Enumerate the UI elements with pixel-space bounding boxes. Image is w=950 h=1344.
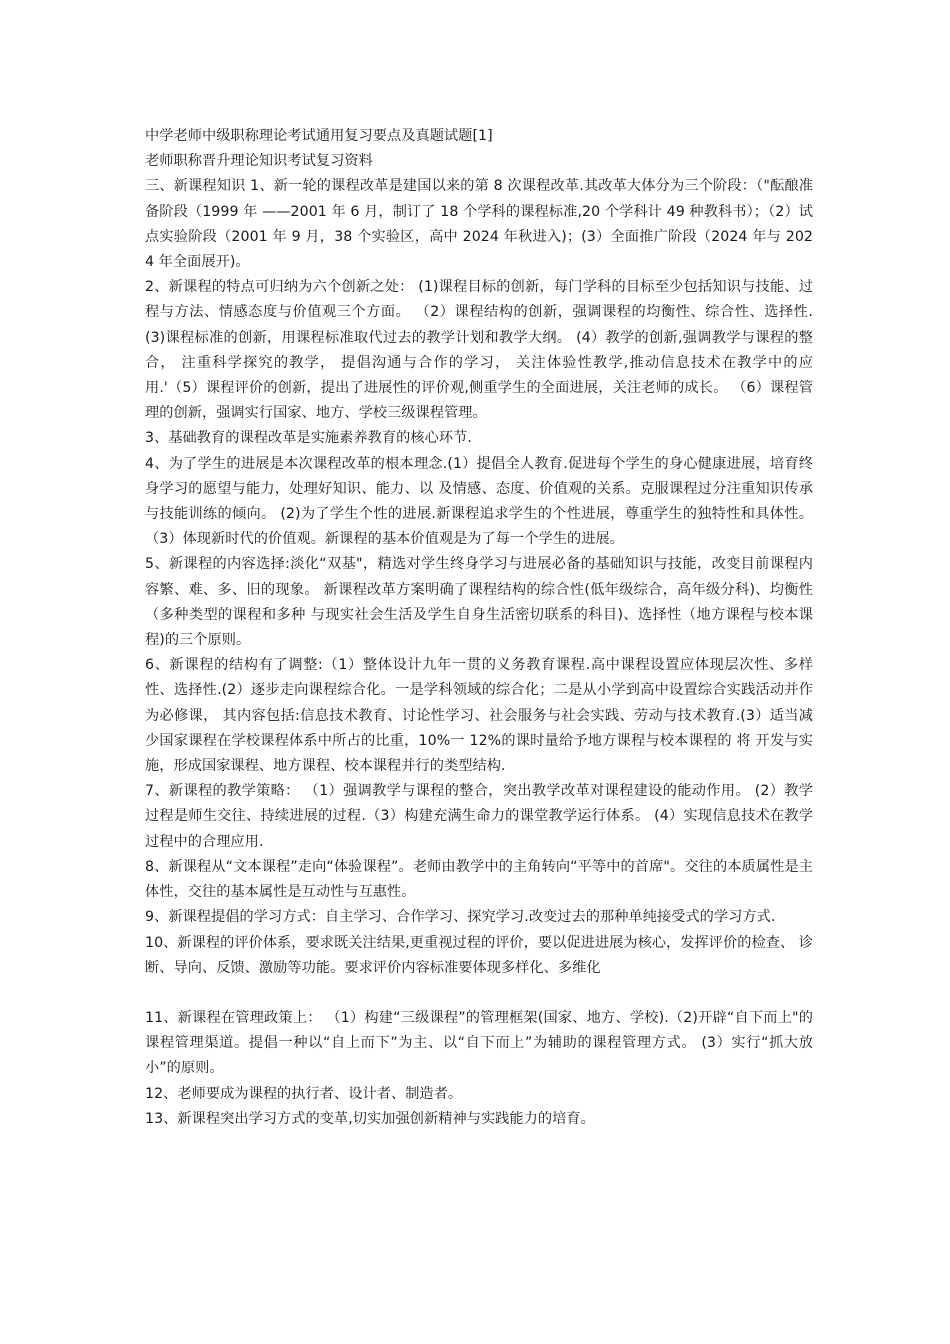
- paragraph-fundamental-idea: 4、为了学生的进展是本次课程改革的根本理念.(1）提倡全人教育.促进每个学生的身心健康进展，培育终身学习的愿望与能力，处理好知识、能力、以 及情感、态度、价值观的关系。克服课程过分注重知识传承与技能训练的倾向。 (2)为了学生个性的进展.新课程追求学生的个性进展，尊重学生的独特性和具体性。 （3）体现新时代的价值观。新课程的基本价值观是为了每一个学生的进展。: [145, 455, 813, 548]
- paragraph-teaching-strategy: 7、新课程的教学策略： （1）强调教学与课程的整合，突出教学改革对课程建设的能动作用。 (2）教学过程是师生交往、持续进展的过程.（3）构建充满生命力的课堂教学运行体系。 (4）实现信息技术在教学过程中的合理应用.: [145, 783, 813, 850]
- document-body: [145, 124, 813, 1132]
- paragraph-content-selection: 5、新课程的内容选择:淡化“双基"，精选对学生终身学习与进展必备的基础知识与技能，改变目前课程内 容繁、难、多、旧的现象。 新课程改革方案明确了课程结构的综合性(低年级综合，高年级分科)、均衡性（多种类型的课程和多种 与现实社会生活及学生自身生活密切联系的科目)、选择性（地方课程与校本课程)的三个原则。: [145, 556, 813, 649]
- paragraph-experience-curriculum: 8、新课程从“文本课程”走向“体验课程”。老师由教学中的主角转向“平等中的首席"。交往的本质属性是主 体性，交往的基本属性是互动性与互惠性。: [145, 858, 813, 901]
- paragraph-innovations: 2、新课程的特点可归纳为六个创新之处： (1)课程目标的创新，每门学科的目标至少包括知识与技能、过程与方法、情感态度与价值观三个方面。 （2）课程结构的创新，强调课程的均衡性、综合性、选择性. (3)课程标准的创新，用课程标准取代过去的教学计划和教学大纲。 (4）教学的创新,强调教学与课程的整合， 注重科学探究的教学， 提倡沟通与合作的学习， 关注体验性教学,推动信息技术在教学中的应用.'（5）课程评价的创新，提出了进展性的评价观,侧重学生的全面进展，关注老师的成长。 （6）课程管理的创新，强调实行国家、地方、学校三级课程管理。: [145, 279, 813, 422]
- paragraph-new-curriculum-intro: 三、新课程知识 1、新一轮的课程改革是建国以来的第 8 次课程改革.其改革大体分为三个阶段：（"酝酿准备阶段（1999 年 ——2001 年 6 月，制订了 18 个学科的课程标准,20 个学科计 49 种教科书）；（2）试点实验阶段（2001 年 9 月，38 个实验区，高中 2024 年秋进入)；(3）全面推广阶段（2024 年与 2024 年全面展开)。: [145, 178, 813, 271]
- paragraph-learning-methods: 9、新课程提倡的学习方式：自主学习、合作学习、探究学习.改变过去的那种单纯接受式的学习方式.: [145, 909, 776, 926]
- paragraph-teacher-role: 12、老师要成为课程的执行者、设计者、制造者。: [145, 1085, 463, 1102]
- paragraph-management-policy: 11、新课程在管理政策上： （1）构建“三级课程”的管理框架(国家、地方、学校).（2)开辟“自下而上"的课程管理渠道。提倡一种以“自上而下”为主、以“自下而上”为辅助的课程管理方式。 (3）实行“抓大放小”的原则。: [145, 1009, 813, 1077]
- document-title: 中学老师中级职称理论考试通用复习要点及真题试题[1]: [145, 128, 493, 144]
- paragraph-structure-adjustment: 6、新课程的结构有了调整:（1）整体设计九年一贯的义务教育课程.高中课程设置应体现层次性、多样性、选择性.(2）逐步走向课程综合化。一是学科领域的综合化；二是从小学到高中设置综合实践活动并作为必修课， 其内容包括:信息技术教育、讨论性学习、社会服务与社会实践、劳动与技术教育.(3）适当减少国家课程在学校课程体系中所占的比重，10%一 12%的课时量给予地方课程与校本课程的 将 开发与实施，形成国家课程、地方课程、校本课程并行的类型结构.: [145, 657, 813, 775]
- paragraph-core-link: 3、基础教育的课程改革是实施素养教育的核心环节.: [145, 430, 472, 447]
- document-subtitle: 老师职称晋升理论知识考试复习资料: [145, 153, 373, 170]
- paragraph-evaluation-system: 10、新课程的评价体系，要求既关注结果,更重视过程的评价，要以促进进展为核心，发挥评价的检查、 诊断、导向、反馈、激励等功能。要求评价内容标准要体现多样化、多维化: [145, 934, 813, 976]
- paragraph-learning-reform: 13、新课程突出学习方式的变革,切实加强创新精神与实践能力的培育。: [145, 1110, 595, 1127]
